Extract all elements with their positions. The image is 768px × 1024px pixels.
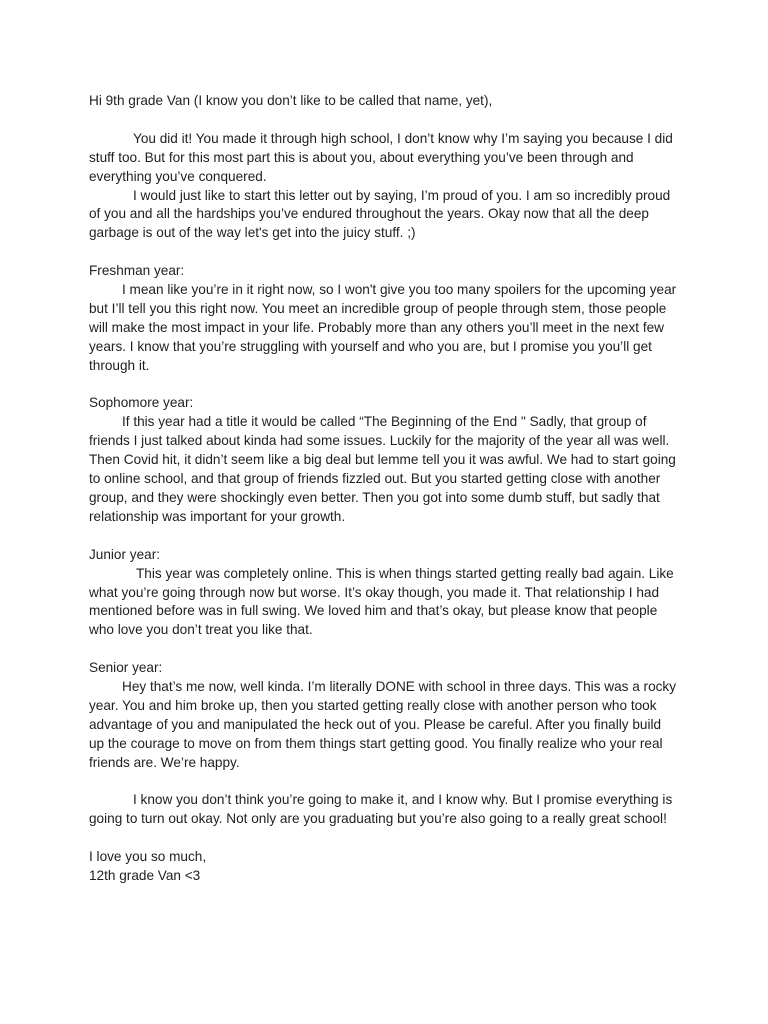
section-heading-senior: Senior year: <box>89 660 163 676</box>
spacer <box>89 376 679 395</box>
spacer <box>89 829 679 848</box>
spacer <box>89 111 679 130</box>
spacer <box>89 527 679 546</box>
section-body-freshman: I mean like you’re in it right now, so I won't give you too many spoilers for the upcoming year but I’ll tell you this right now. You meet an incredible group of people through stem, those people will make the most impact in your life. Probably more than any others you’ll meet in the next few years. I know that you’re struggling with yourself and who you are, but I promise you you’ll get through it. <box>89 282 677 373</box>
section-heading-sophomore: Sophomore year: <box>89 395 194 411</box>
letter-body <box>89 92 679 886</box>
spacer <box>89 243 679 262</box>
intro-paragraph-1: You did it! You made it through high school, I don’t know why I’m saying you because I did stuff too. But for this most part this is about you, about everything you’ve been through and everything you’ve conquered. <box>89 130 673 184</box>
closing-paragraph: I know you don’t think you’re going to make it, and I know why. But I promise everything is going to turn out okay. Not only are you graduating but you’re also going to a really great school! <box>89 792 673 827</box>
greeting-line: Hi 9th grade Van (I know you don’t like to be called that name, yet), <box>89 93 493 108</box>
section-body-senior: Hey that’s me now, well kinda. I’m literally DONE with school in three days. This was a rocky year. You and him broke up, then you started getting really close with another person who took advantage of you and manipulated the heck out of you. Please be careful. After you finally build up the courage to move on from them things start getting good. You finally realize who your real friends are. We’re happy. <box>89 679 677 770</box>
spacer <box>89 640 679 659</box>
section-body-junior: This year was completely online. This is when things started getting really bad again. Like what you’re going through now but worse. It’s okay though, you made it. That relationship I had mentioned before was in full swing. We loved him and that’s okay, but please know that people who love you don’t treat you like that. <box>89 565 674 638</box>
section-body-sophomore: If this year had a title it would be called “The Beginning of the End " Sadly, that group of friends I just talked about kinda had some issues. Luckily for the majority of the year all was well. Then Covid hit, it didn’t seem like a big deal but lemme tell you it was awful. We had to start going to online school, and that group of friends fizzled out. But you started getting close with another group, and they were shockingly even better. Then you got into some dumb stuff, but sadly that relationship was important for your growth. <box>89 414 676 524</box>
signoff-line: I love you so much, <box>89 849 207 865</box>
spacer <box>89 773 679 792</box>
section-heading-freshman: Freshman year: <box>89 263 185 279</box>
signature-line: 12th grade Van <3 <box>89 868 201 884</box>
intro-paragraph-2: I would just like to start this letter out by saying, I’m proud of you. I am so incredibly proud of you and all the hardships you’ve endured throughout the years. Okay now that all the deep garbage is out of the way let's get into the juicy stuff. ;) <box>89 187 671 241</box>
section-heading-junior: Junior year: <box>89 546 161 562</box>
